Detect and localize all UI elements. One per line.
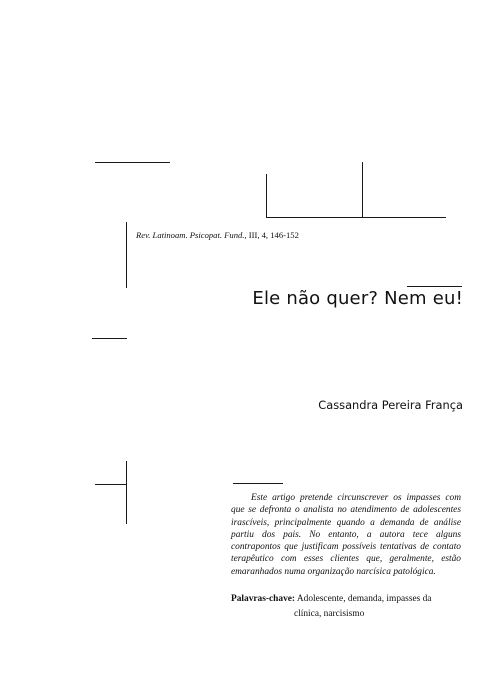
rule-frame-left — [266, 174, 267, 217]
rule-margin-upper — [126, 222, 127, 288]
journal-details: , III, 4, 146-152 — [244, 230, 299, 240]
rule-title-accent — [407, 286, 462, 287]
rule-margin-lower — [126, 461, 127, 524]
rule-frame-bottom — [266, 217, 446, 218]
keywords-line-2: clínica, narcisismo — [294, 609, 365, 619]
article-author: Cassandra Pereira França — [318, 398, 463, 412]
abstract — [231, 492, 461, 578]
rule-frame-right — [362, 162, 363, 217]
rule-top-left — [95, 162, 170, 163]
abstract-text: Este artigo pretende circunscrever os impasses com que se defronta o analista no atendimento de adolescentes irascíveis, principalmente quando a demanda de análise partiu dos pais. No entanto, a autora tece alguns contrapontos que justificam possíveis tentativas de contato terapêutico com esses clientes que, geralmente, estão emaranhados numa organização narcísica patológica. — [231, 493, 461, 577]
rule-mid-left — [92, 338, 127, 339]
journal-citation — [136, 230, 299, 240]
journal-name: Rev. Latinoam. Psicopat. Fund. — [136, 230, 245, 240]
article-title: Ele não quer? Nem eu! — [252, 288, 463, 309]
keywords — [231, 592, 463, 622]
rule-lower-left — [95, 484, 127, 485]
keywords-label: Palavras-chave: — [231, 594, 296, 604]
keywords-line-1: Adolescente, demanda, impasses da — [296, 594, 432, 604]
rule-abstract-accent — [233, 483, 283, 484]
